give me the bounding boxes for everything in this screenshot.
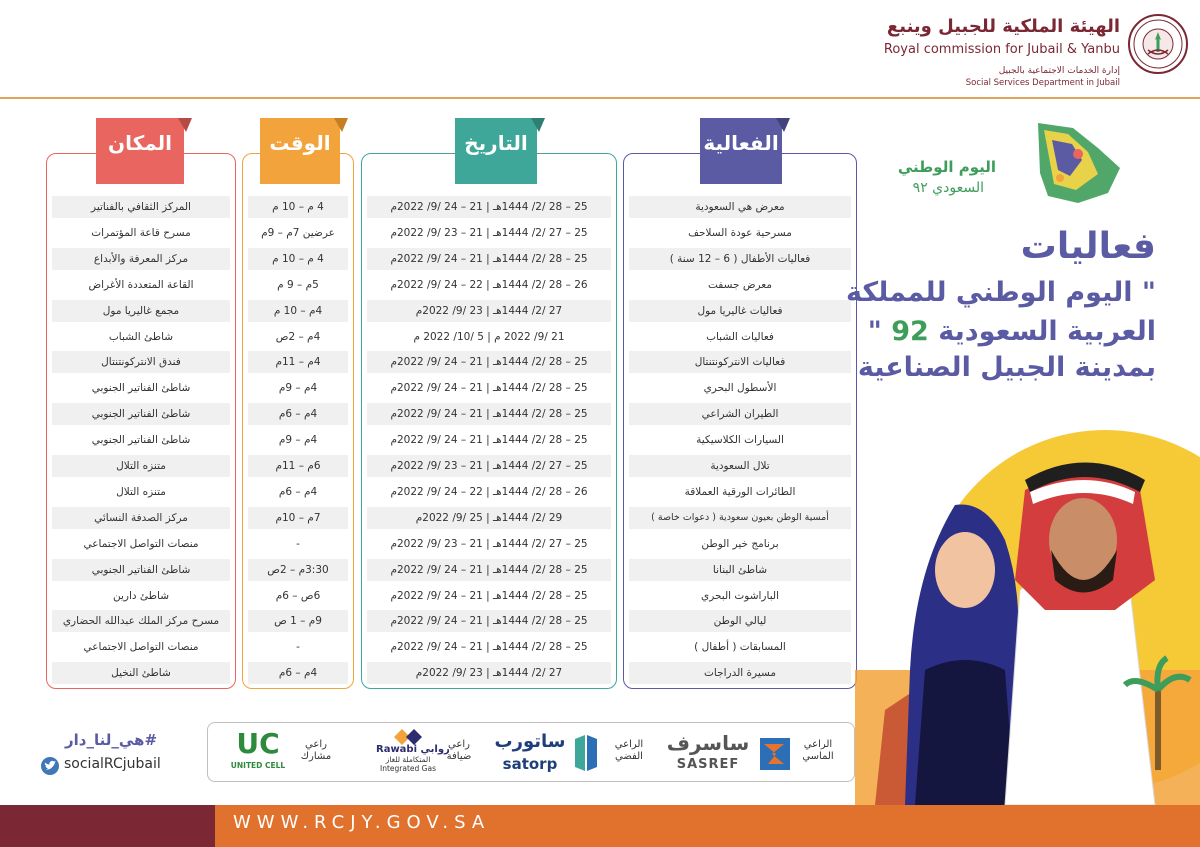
event-cell: فعاليات غاليريا مول [629, 300, 851, 322]
place-cell: مجمع غاليريا مول [52, 300, 230, 322]
place-cell: مسرح قاعة المؤتمرات [91, 226, 191, 239]
time-cell: 4م – 6م [248, 403, 348, 425]
title-line-3-text: العربية السعودية [928, 316, 1156, 347]
date-cell: 26 – 28 /2/ 1444هـ | 22 – 24 /9/ 2022م [390, 278, 588, 291]
org-name-english: Royal commission for Jubail & Yanbu [883, 42, 1120, 57]
dept-name-english: Social Services Department in Jubail [965, 78, 1120, 88]
header-divider [0, 97, 1200, 99]
time-cell: 4م – 9م [278, 382, 318, 395]
hashtag-text: #هي_لنا_دار [65, 731, 158, 749]
date-cell: 26 – 28 /2/ 1444هـ | 22 – 24 /9/ 2022م [390, 485, 588, 498]
title-line-1: فعاليات [1020, 226, 1156, 267]
event-column-header: الفعالية [700, 118, 782, 184]
rawabi-english: Rawabi [376, 744, 418, 755]
twitter-icon[interactable] [41, 757, 59, 775]
title-number-92: 92 [891, 316, 929, 347]
rawabi-logo-text [376, 744, 450, 755]
event-cell: برنامج خير الوطن [701, 537, 779, 550]
time-cell: 4م – 11م [248, 351, 348, 373]
date-cell: 25 – 27 /2/ 1444هـ | 21 – 23 /9/ 2022م [390, 226, 588, 239]
time-cell: 4م – 10 م [248, 300, 348, 322]
title-line-3 [868, 316, 1156, 347]
place-cell: شاطئ الفناتير الجنوبي [91, 382, 191, 395]
hospitality-sponsor-label: راعي ضيافة [446, 739, 472, 762]
place-cell: القاعة المتعددة الأغراض [88, 278, 194, 291]
org-name-arabic: الهيئة الملكية للجبيل وينبع [886, 16, 1120, 37]
event-cell: فعاليات الانتركونتنتال [629, 351, 851, 373]
place-cell: منصات التواصل الاجتماعي [83, 537, 199, 550]
event-cell: الأسطول البحري [703, 382, 777, 395]
title-quote: " [867, 316, 892, 347]
national-day-label: اليوم الوطني [897, 158, 996, 176]
place-cell: المركز الثقافي بالفناتير [52, 196, 230, 218]
event-cell: فعاليات الشباب [706, 330, 774, 343]
date-cell: 25 – 28 /2/ 1444هـ | 21 – 24 /9/ 2022م [367, 610, 611, 632]
event-cell: السيارات الكلاسيكية [696, 434, 784, 447]
time-cell: 6ص – 6م [275, 589, 321, 602]
time-cell: 7م – 10م [248, 507, 348, 529]
time-cell: عرضين 7م – 9م [261, 226, 335, 239]
place-cell: شاطئ الفناتير الجنوبي [52, 559, 230, 581]
date-cell: 21 /9/ 2022 م | 5 /10/ 2022 م [413, 330, 565, 343]
national-day-illustration [855, 420, 1200, 805]
twitter-handle[interactable]: socialRCjubail [64, 756, 161, 772]
sasref-logo-icon [756, 736, 792, 772]
place-cell: مسرح مركز الملك عبدالله الحضاري [52, 610, 230, 632]
date-column-header: التاريخ [455, 118, 537, 184]
date-cell: 25 – 27 /2/ 1444هـ | 21 – 23 /9/ 2022م [367, 455, 611, 477]
date-cell: 25 – 27 /2/ 1444هـ | 21 – 23 /9/ 2022م [390, 537, 588, 550]
event-cell: شاطئ البنانا [629, 559, 851, 581]
time-cell: 4م – 2ص [275, 330, 321, 343]
event-cell: مسرحية عودة السلاحف [688, 226, 792, 239]
place-cell: شاطئ دارين [112, 589, 170, 602]
title-line-4: بمدينة الجبيل الصناعية [857, 352, 1156, 383]
time-cell: 5م – 9 م [277, 278, 319, 291]
date-cell: 25 – 28 /2/ 1444هـ | 21 – 24 /9/ 2022م [367, 403, 611, 425]
rawabi-subtitle-english: Integrated Gas [380, 764, 436, 773]
satorp-logo-icon [571, 733, 601, 773]
date-cell: 25 – 28 /2/ 1444هـ | 21 – 24 /9/ 2022م [390, 641, 588, 654]
sponsors-panel [207, 722, 855, 782]
time-cell: 4م – 6م [248, 662, 348, 684]
place-cell: شاطئ الفناتير الجنوبي [52, 403, 230, 425]
diamond-sponsor-label: الراعي الماسي [802, 739, 834, 762]
time-cell: 3:30م – 2ص [248, 559, 348, 581]
united-cell-name: UNITED CELL [230, 761, 286, 770]
satorp-arabic-logo: ساتورب [494, 731, 566, 752]
event-cell: الباراشوت البحري [701, 589, 779, 602]
satorp-english-logo: satorp [502, 755, 558, 773]
place-cell: فندق الانتركونتنتال [52, 351, 230, 373]
event-cell: الطائرات الورقية العملاقة [684, 485, 796, 498]
place-column-header: المكان [96, 118, 184, 184]
date-cell: 25 – 28 /2/ 1444هـ | 21 – 24 /9/ 2022م [367, 559, 611, 581]
time-cell: 4م – 6م [278, 485, 318, 498]
time-cell: 4 م – 10 م [248, 248, 348, 270]
time-cell: 4م – 9م [278, 434, 318, 447]
event-cell: معرض هي السعودية [629, 196, 851, 218]
date-cell: 29 /2/ 1444هـ | 25 /9/ 2022م [367, 507, 611, 529]
rawabi-subtitle-arabic: المتكاملة للغاز [385, 755, 431, 764]
event-cell: فعاليات الأطفال ( 6 – 12 سنة ) [629, 248, 851, 270]
place-cell: مركز المعرفة والأبداع [52, 248, 230, 270]
event-cell: أمسية الوطن بعيون سعودية ( دعوات خاصة ) [629, 507, 851, 529]
date-cell: 25 – 28 /2/ 1444هـ | 21 – 24 /9/ 2022م [390, 434, 588, 447]
place-cell: شاطئ الفناتير الجنوبي [91, 434, 191, 447]
place-cell: منصات التواصل الاجتماعي [83, 641, 199, 654]
event-cell: ليالي الوطن [629, 610, 851, 632]
date-cell: 25 – 28 /2/ 1444هـ | 21 – 24 /9/ 2022م [390, 589, 588, 602]
time-cell: 9م – 1 ص [248, 610, 348, 632]
time-cell: - [296, 641, 300, 654]
time-column-header: الوقت [260, 118, 340, 184]
place-cell: شاطئ الشباب [108, 330, 174, 343]
place-cell: متنزه التلال [52, 455, 230, 477]
event-cell: الطيران الشراعي [629, 403, 851, 425]
date-cell: 27 /2/ 1444هـ | 23 /9/ 2022م [367, 662, 611, 684]
royal-commission-seal-icon [1128, 14, 1188, 74]
sasref-english-logo: SASREF [676, 757, 740, 772]
date-cell: 25 – 28 /2/ 1444هـ | 21 – 24 /9/ 2022م [367, 351, 611, 373]
date-cell: 27 /2/ 1444هـ | 23 /9/ 2022م [367, 300, 611, 322]
time-cell: - [296, 537, 300, 550]
silver-sponsor-label: الراعي الفضي [614, 739, 644, 762]
date-cell: 25 – 28 /2/ 1444هـ | 21 – 24 /9/ 2022م [367, 196, 611, 218]
event-cell: معرض جسفت [708, 278, 772, 291]
place-cell: متنزه التلال [116, 485, 166, 498]
rawabi-arabic: روابي [420, 744, 450, 755]
time-cell: 4 م – 10 م [248, 196, 348, 218]
national-day-year: السعودي ٩٢ [912, 180, 984, 196]
sasref-arabic-logo: ساسرف [666, 731, 750, 755]
event-cell: المسابقات ( أطفال ) [694, 641, 786, 654]
place-cell: شاطئ النخيل [52, 662, 230, 684]
partner-sponsor-label: راعي مشارك [300, 739, 332, 762]
event-cell: مسيرة الدراجات [629, 662, 851, 684]
united-cell-logo: UC [236, 727, 280, 760]
dept-name-arabic: إدارة الخدمات الاجتماعية بالجبيل [998, 66, 1120, 76]
time-cell: 6م – 11م [248, 455, 348, 477]
event-cell: تلال السعودية [629, 455, 851, 477]
date-cell: 25 – 28 /2/ 1444هـ | 21 – 24 /9/ 2022م [390, 382, 588, 395]
website-link[interactable]: WWW.RCJY.GOV.SA [233, 812, 491, 833]
date-cell: 25 – 28 /2/ 1444هـ | 21 – 24 /9/ 2022م [367, 248, 611, 270]
title-line-2: " اليوم الوطني للمملكة [846, 277, 1156, 308]
place-cell: مركز الصدفة النسائي [52, 507, 230, 529]
